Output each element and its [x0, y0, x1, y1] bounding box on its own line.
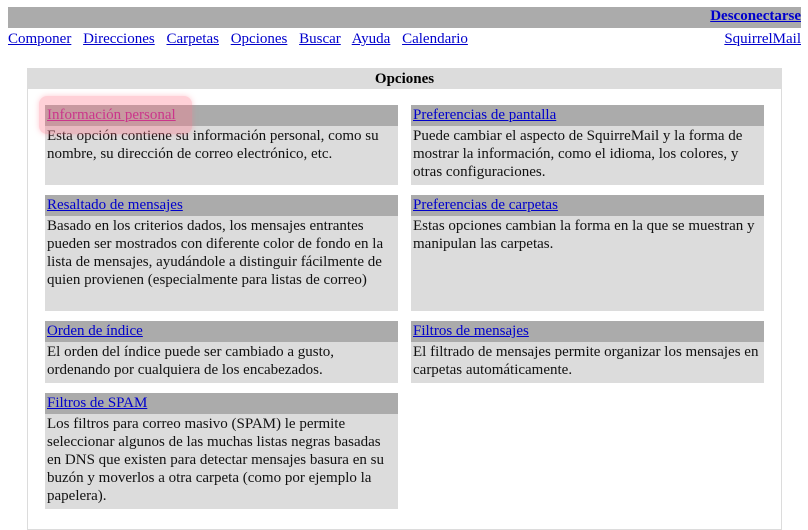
option-card-description: Estas opciones cambian la forma en la que se muestran y manipulan las carpetas.: [413, 218, 755, 252]
option-card-header: [45, 321, 398, 342]
message-filters-link[interactable]: Filtros de mensajes: [413, 323, 529, 339]
selection-highlight: [39, 96, 192, 134]
spam-filters-link[interactable]: Filtros de SPAM: [47, 395, 148, 411]
option-card-folder-prefs: [411, 195, 764, 311]
option-card-description: El filtrado de mensajes permite organizar los mensajes en carpetas automáticamente.: [413, 344, 759, 378]
main-nav: [8, 31, 801, 51]
nav-search-link[interactable]: Buscar: [299, 31, 341, 47]
option-card-description: Los filtros para correo masivo (SPAM) le permite seleccionar algunos de las muchas listas negras basadas en DNS que existen para detectar mensajes basura en su buzón y moverlos a otra carpeta (como por ejemplo la papelera).: [47, 416, 384, 504]
nav-addresses-link[interactable]: Direcciones: [83, 31, 155, 47]
option-card-header: [45, 195, 398, 216]
nav-folders-link[interactable]: Carpetas: [166, 31, 219, 47]
nav-help-link[interactable]: Ayuda: [351, 31, 391, 47]
option-card-header: [411, 195, 764, 216]
logout-link[interactable]: Desconectarse: [710, 8, 801, 24]
option-card-index-order: [45, 321, 398, 383]
option-card-spam-filters: [45, 393, 398, 509]
squirrelmail-brand-link[interactable]: SquirrelMail: [724, 31, 801, 47]
personal-info-link[interactable]: Información personal: [47, 107, 176, 123]
option-card-message-filters: [411, 321, 764, 383]
index-order-link[interactable]: Orden de índice: [47, 323, 143, 339]
option-card-header: [411, 321, 764, 342]
option-card-header: [411, 105, 764, 126]
option-card-description: El orden del índice puede ser cambiado a gusto, ordenando por cualquiera de los encabezados.: [47, 344, 334, 378]
option-card-description: Basado en los criterios dados, los mensajes entrantes pueden ser mostrados con diferente color de fondo en la lista de mensajes, ayudándole a distinguir fácilmente de quien provienen (especialmente para listas de correo): [47, 218, 384, 288]
nav-options-link[interactable]: Opciones: [230, 31, 288, 47]
option-card-description: Puede cambiar el aspecto de SquirreMail y la forma de mostrar la información, como el idioma, los colores, y otras configuraciones.: [413, 128, 743, 180]
nav-compose-link[interactable]: Componer: [8, 31, 72, 47]
option-card-message-highlighting: [45, 195, 398, 311]
option-card-display-prefs: [411, 105, 764, 185]
option-card-header: [45, 393, 398, 414]
nav-calendar-link[interactable]: Calendario: [402, 31, 468, 47]
top-bar: [8, 7, 801, 28]
message-highlighting-link[interactable]: Resaltado de mensajes: [47, 197, 183, 213]
options-title: Opciones: [28, 69, 781, 89]
option-card-description: Esta opción contiene su información personal, como su nombre, su dirección de correo electrónico, etc.: [47, 128, 379, 162]
folder-prefs-link[interactable]: Preferencias de carpetas: [413, 197, 558, 213]
display-prefs-link[interactable]: Preferencias de pantalla: [413, 107, 557, 123]
